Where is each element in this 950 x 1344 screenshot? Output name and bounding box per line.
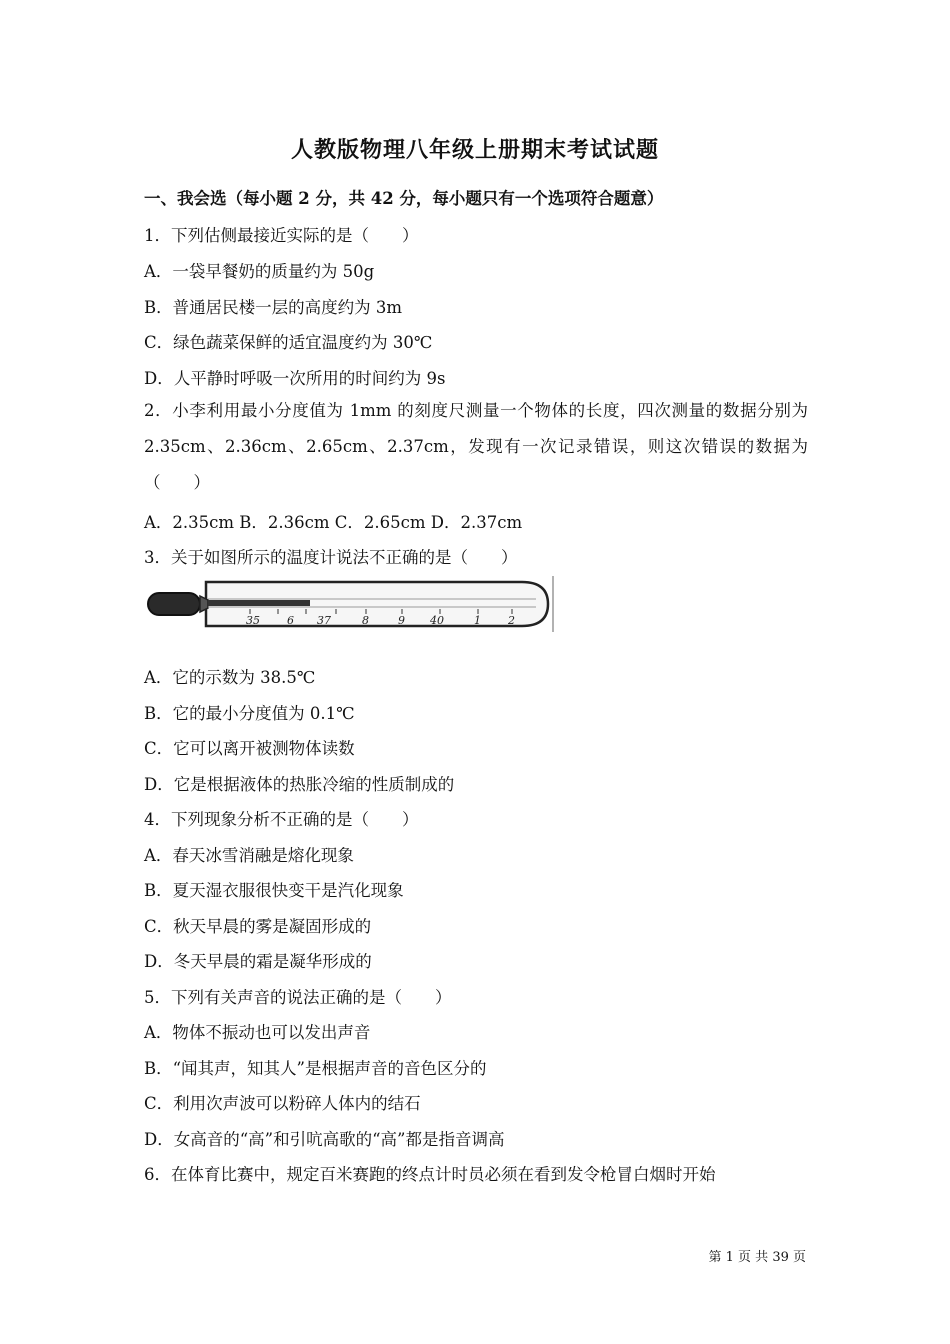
question-4-stem: 4．下列现象分析不正确的是（ ） bbox=[144, 810, 419, 829]
question-2-options: A．2.35cm B．2.36cm C．2.65cm D．2.37cm bbox=[144, 513, 523, 532]
thermometer-label-9: 9 bbox=[398, 614, 405, 627]
page-title: 人教版物理八年级上册期末考试试题 bbox=[290, 137, 659, 163]
question-4-option-b: B．夏天湿衣服很快变干是汽化现象 bbox=[144, 881, 404, 900]
question-5-option-c: C．利用次声波可以粉碎人体内的结石 bbox=[144, 1094, 421, 1113]
section-heading: 一、我会选（每小题 2 分，共 42 分，每小题只有一个选项符合题意） bbox=[144, 189, 664, 208]
thermometer-label-1: 1 bbox=[474, 614, 481, 627]
question-1-option-c: C．绿色蔬菜保鲜的适宜温度约为 30℃ bbox=[144, 333, 433, 352]
question-4-option-c: C．秋天早晨的雾是凝固形成的 bbox=[144, 917, 372, 936]
page-footer: 第 1 页 共 39 页 bbox=[708, 1250, 806, 1265]
question-3-option-b: B．它的最小分度值为 0.1℃ bbox=[144, 704, 355, 723]
question-3-option-a: A．它的示数为 38.5℃ bbox=[144, 668, 316, 687]
thermometer-label-6: 6 bbox=[287, 614, 294, 627]
question-5-option-b: B．“闻其声，知其人”是根据声音的音色区分的 bbox=[144, 1059, 487, 1078]
question-5-option-a: A．物体不振动也可以发出声音 bbox=[144, 1023, 371, 1042]
question-4-option-d: D．冬天早晨的霜是凝华形成的 bbox=[144, 952, 372, 971]
question-5-stem: 5．下列有关声音的说法正确的是（ ） bbox=[144, 988, 452, 1007]
question-1-option-a: A．一袋早餐奶的质量约为 50g bbox=[144, 262, 375, 281]
thermometer-label-40: 40 bbox=[430, 614, 444, 627]
question-1-stem: 1．下列估侧最接近实际的是（ ） bbox=[144, 226, 419, 245]
question-4-option-a: A．春天冰雪消融是熔化现象 bbox=[144, 846, 354, 865]
question-3-option-d: D．它是根据液体的热胀冷缩的性质制成的 bbox=[144, 775, 455, 794]
question-3-option-c: C．它可以离开被测物体读数 bbox=[144, 739, 355, 758]
thermometer-label-35: 35 bbox=[246, 614, 260, 627]
question-6-stem: 6．在体育比赛中，规定百米赛跑的终点计时员必须在看到发令枪冒白烟时开始 bbox=[144, 1165, 716, 1184]
question-1-option-b: B．普通居民楼一层的高度约为 3m bbox=[144, 298, 403, 317]
question-2-stem: 2．小李利用最小分度值为 1mm 的刻度尺测量一个物体的长度，四次测量的数据分别为 2.35cm、2.36cm、2.65cm、2.37cm，发现有一次记录错误，则这次错误的数据为（ ） bbox=[144, 401, 808, 492]
question-3-stem: 3．关于如图所示的温度计说法不正确的是（ ） bbox=[144, 548, 518, 567]
thermometer-label-37: 37 bbox=[317, 614, 331, 627]
question-1-option-d: D．人平静时呼吸一次所用的时间约为 9s bbox=[144, 369, 446, 388]
thermometer-figure bbox=[144, 574, 556, 634]
thermometer-label-2: 2 bbox=[508, 614, 515, 627]
question-5-option-d: D．女高音的“高”和引吭高歌的“高”都是指音调高 bbox=[144, 1130, 505, 1149]
thermometer-label-8: 8 bbox=[362, 614, 369, 627]
